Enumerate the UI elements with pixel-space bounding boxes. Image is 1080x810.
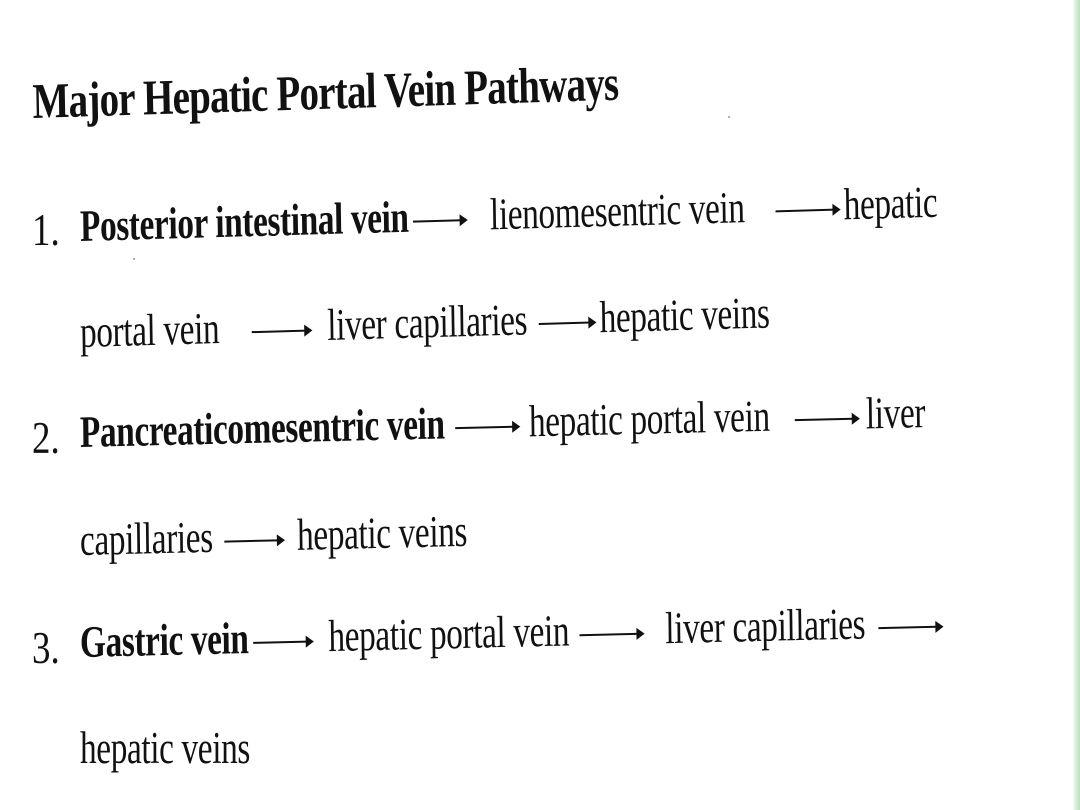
arrow-icon xyxy=(413,219,466,223)
arrow-icon xyxy=(580,632,644,636)
pathway-1-source: Posterior intestinal vein xyxy=(79,191,409,251)
pathway-1-line-1 xyxy=(79,176,938,251)
pathway-3-source: Gastric vein xyxy=(79,613,249,667)
pathway-2-step-1: hepatic portal vein xyxy=(528,390,770,447)
arrow-icon xyxy=(252,329,311,333)
arrow-icon xyxy=(795,417,859,421)
pathway-1-step-2: hepatic xyxy=(843,176,938,230)
arrow-icon xyxy=(253,640,312,643)
page-title: Major Hepatic Portal Vein Pathways xyxy=(32,54,619,129)
pathway-3-number: 3. xyxy=(32,623,60,673)
scan-speck xyxy=(728,116,730,118)
arrow-icon xyxy=(225,539,284,542)
arrow-icon xyxy=(879,625,943,629)
pathway-2-line-1 xyxy=(79,387,926,457)
pathway-2-step-2: liver xyxy=(865,387,926,439)
scan-speck xyxy=(133,258,135,260)
arrow-icon xyxy=(455,425,519,429)
arrow-icon xyxy=(776,208,840,212)
arrow-icon xyxy=(539,321,595,325)
pathway-1-step-5: hepatic veins xyxy=(599,287,770,343)
pathway-3-step-3: hepatic veins xyxy=(80,723,250,773)
pathway-3-line-2 xyxy=(80,723,250,773)
pathway-1-number: 1. xyxy=(32,205,60,255)
page-edge xyxy=(1073,0,1080,810)
pathway-1-step-3: portal vein xyxy=(79,303,220,357)
pathway-3-step-2: liver capillaries xyxy=(664,598,866,654)
pathway-2-line-2 xyxy=(79,505,468,565)
pathway-3-step-1: hepatic portal vein xyxy=(328,605,570,662)
pathway-2-number: 2. xyxy=(32,413,60,463)
pathway-1-step-4: liver capillaries xyxy=(326,294,528,350)
pathway-2-step-3: capillaries xyxy=(79,511,214,565)
pathway-2-step-4: hepatic veins xyxy=(296,505,468,560)
pathway-1-step-1: lienomesentric vein xyxy=(489,182,745,240)
pathway-2-source: Pancreaticomesentric vein xyxy=(79,398,445,457)
pathway-1-line-2 xyxy=(79,287,770,357)
pathway-3-line-1 xyxy=(80,600,947,665)
